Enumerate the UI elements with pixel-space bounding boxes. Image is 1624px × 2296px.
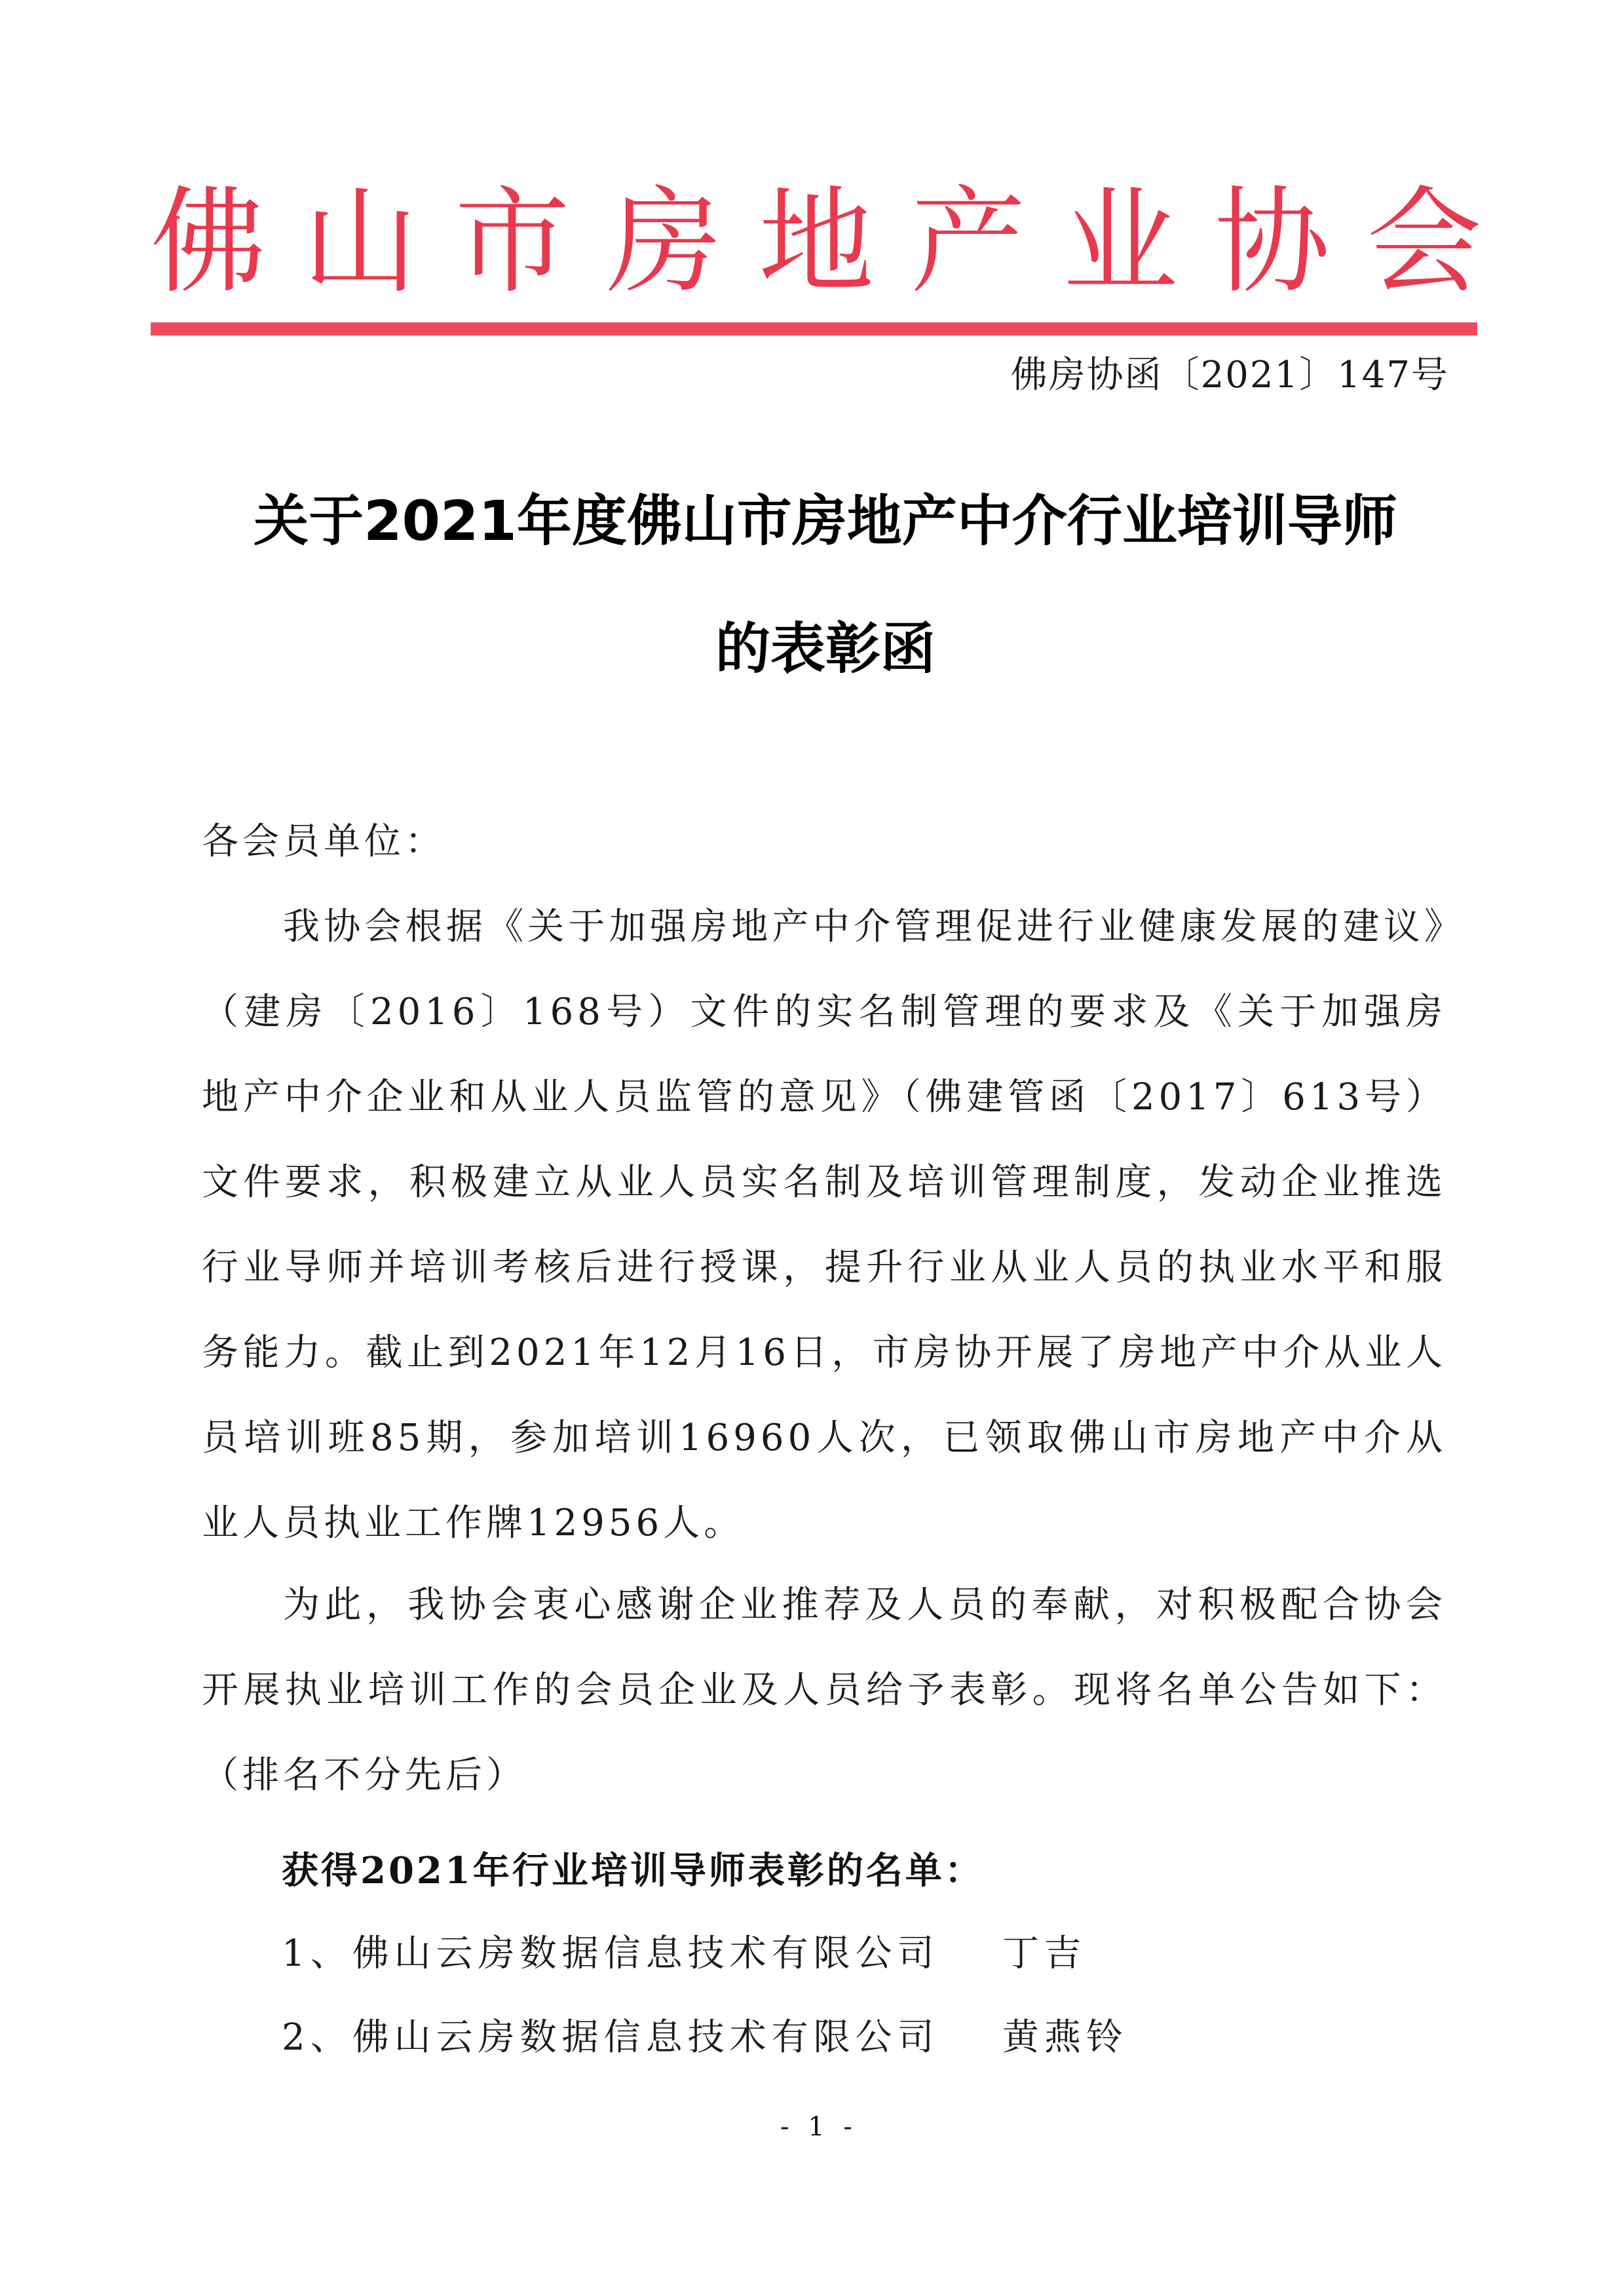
honor-list-item xyxy=(282,1995,1128,2080)
document-title-line-2: 的表彰函 xyxy=(715,617,935,681)
honor-list-person: 丁吉 xyxy=(1002,1932,1086,1975)
document-number: 佛房协函〔2021〕147号 xyxy=(1010,354,1449,396)
honor-list-person: 黄燕铃 xyxy=(1002,2016,1128,2059)
letterhead-red-rule xyxy=(151,322,1477,335)
page-number: - 1 - xyxy=(780,2112,858,2142)
honor-list-company-name: 佛山云房数据信息技术有限公司 xyxy=(352,1932,939,1975)
salutation: 各会员单位： xyxy=(202,820,445,863)
honor-list-index: 1、 xyxy=(282,1932,352,1975)
letterhead-organization-name: 佛山市房地产业协会 xyxy=(151,175,1519,309)
body-paragraph-2: 为此，我协会衷心感谢企业推荐及人员的奉献，对积极配合协会开展执业培训工作的会员企业及人员给予表彰。现将名单公告如下：（排名不分先后） xyxy=(202,1584,1446,1797)
honor-list-item xyxy=(282,1911,1086,1997)
document-title-line-1: 关于2021年度佛山市房地产中介行业培训导师 xyxy=(254,489,1397,553)
honor-list-index: 2、 xyxy=(282,2016,352,2059)
body-paragraph-1: 我协会根据《关于加强房地产中介管理促进行业健康发展的建议》（建房〔2016〕168号）文件的实名制管理的要求及《关于加强房地产中介企业和从业人员监管的意见》（佛建管函〔2017〕613号）文件要求，积极建立从业人员实名制及培训管理制度，发动企业推选行业导师并培训考核后进行授课，提升行业从业人员的执业水平和服务能力。截止到2021年12月16日，市房协开展了房地产中介从业人员培训班85期，参加培训16960人次，已领取佛山市房地产中介从业人员执业工作牌12956人。 xyxy=(202,906,1446,1544)
honor-list-heading: 获得2021年行业培训导师表彰的名单： xyxy=(282,1849,984,1892)
honor-list-company xyxy=(282,1995,1002,2080)
honor-list-company-name: 佛山云房数据信息技术有限公司 xyxy=(352,2016,939,2059)
honor-list-company xyxy=(282,1911,1002,1997)
